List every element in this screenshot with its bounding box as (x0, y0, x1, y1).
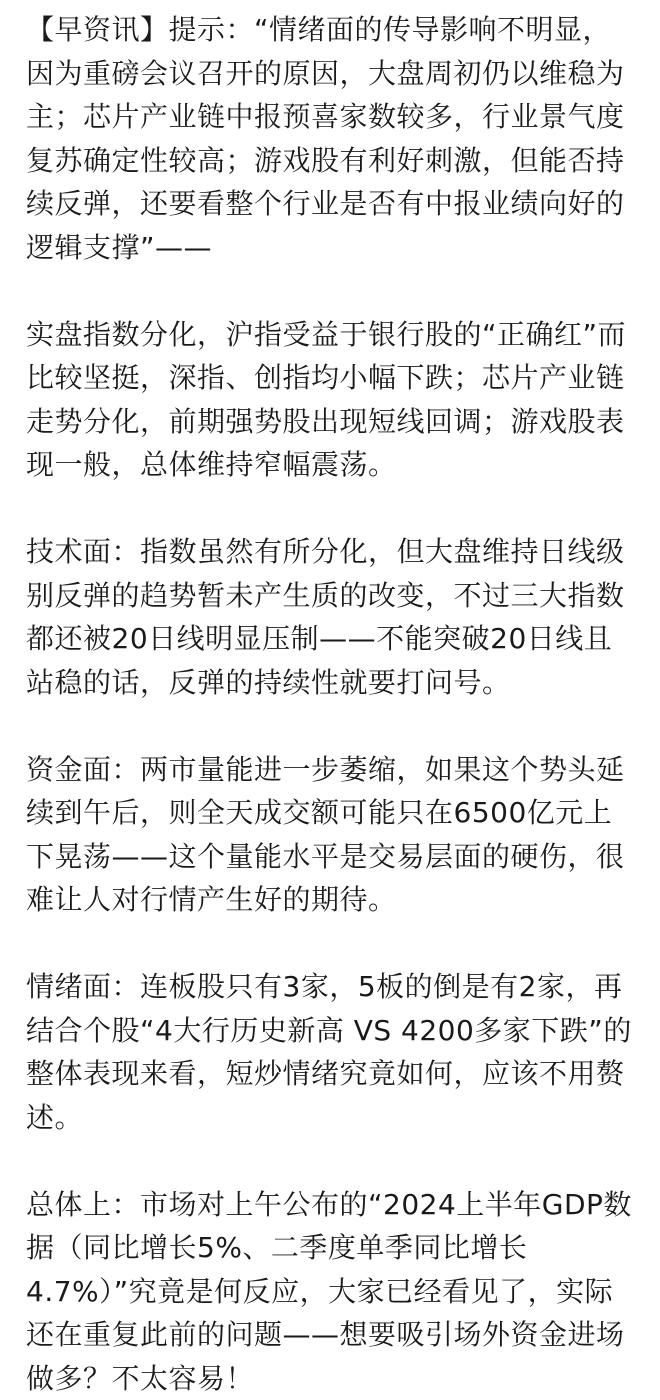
text-line: 站稳的话，反弹的持续性就要打问号。 (26, 661, 642, 705)
text-line: 还在重复此前的问题——想要吸引场外资金进场 (26, 1313, 642, 1357)
text-line: 续反弹，还要看整个行业是否有中报业绩向好的 (26, 182, 642, 226)
text-line: 主；芯片产业链中报预喜家数较多，行业景气度 (26, 95, 642, 139)
text-line: 总体上：市场对上午公布的“2024上半年GDP数 (26, 1183, 642, 1227)
text-line: 技术面：指数虽然有所分化，但大盘维持日线级 (26, 530, 642, 574)
paragraph-market-overview (26, 313, 642, 487)
text-line: 结合个股“4大行历史新高 VS 4200多家下跌”的 (26, 1009, 642, 1053)
paragraph-morning-brief (26, 8, 642, 269)
text-line: 【早资讯】提示：“情绪面的传导影响不明显， (26, 8, 642, 52)
text-line: 别反弹的趋势暂未产生质的改变，不过三大指数 (26, 574, 642, 618)
text-line: 4.7%）”究竟是何反应，大家已经看见了，实际 (26, 1270, 642, 1314)
text-line: 走势分化，前期强势股出现短线回调；游戏股表 (26, 400, 642, 444)
text-line: 复苏确定性较高；游戏股有利好刺激，但能否持 (26, 139, 642, 183)
paragraph-summary (26, 1183, 642, 1400)
text-line: 情绪面：连板股只有3家，5板的倒是有2家，再 (26, 965, 642, 1009)
text-line: 述。 (26, 1096, 642, 1140)
paragraph-sentiment (26, 965, 642, 1139)
text-line: 难让人对行情产生好的期待。 (26, 878, 642, 922)
paragraph-technical (26, 530, 642, 704)
paragraph-funds (26, 748, 642, 922)
text-line: 比较坚挺，深指、创指均小幅下跌；芯片产业链 (26, 356, 642, 400)
text-line: 续到午后，则全天成交额可能只在6500亿元上 (26, 791, 642, 835)
article-body (26, 8, 642, 1400)
text-line: 逻辑支撑”—— (26, 226, 642, 270)
text-line: 下晃荡——这个量能水平是交易层面的硬伤，很 (26, 835, 642, 879)
text-line: 据（同比增长5%、二季度单季同比增长 (26, 1226, 642, 1270)
text-line: 资金面：两市量能进一步萎缩，如果这个势头延 (26, 748, 642, 792)
text-line: 现一般，总体维持窄幅震荡。 (26, 443, 642, 487)
text-line: 都还被20日线明显压制——不能突破20日线且 (26, 617, 642, 661)
text-line: 实盘指数分化，沪指受益于银行股的“正确红”而 (26, 313, 642, 357)
text-line: 因为重磅会议召开的原因，大盘周初仍以维稳为 (26, 52, 642, 96)
text-line: 整体表现来看，短炒情绪究竟如何，应该不用赘 (26, 1052, 642, 1096)
text-line: 做多？不太容易！ (26, 1357, 642, 1400)
